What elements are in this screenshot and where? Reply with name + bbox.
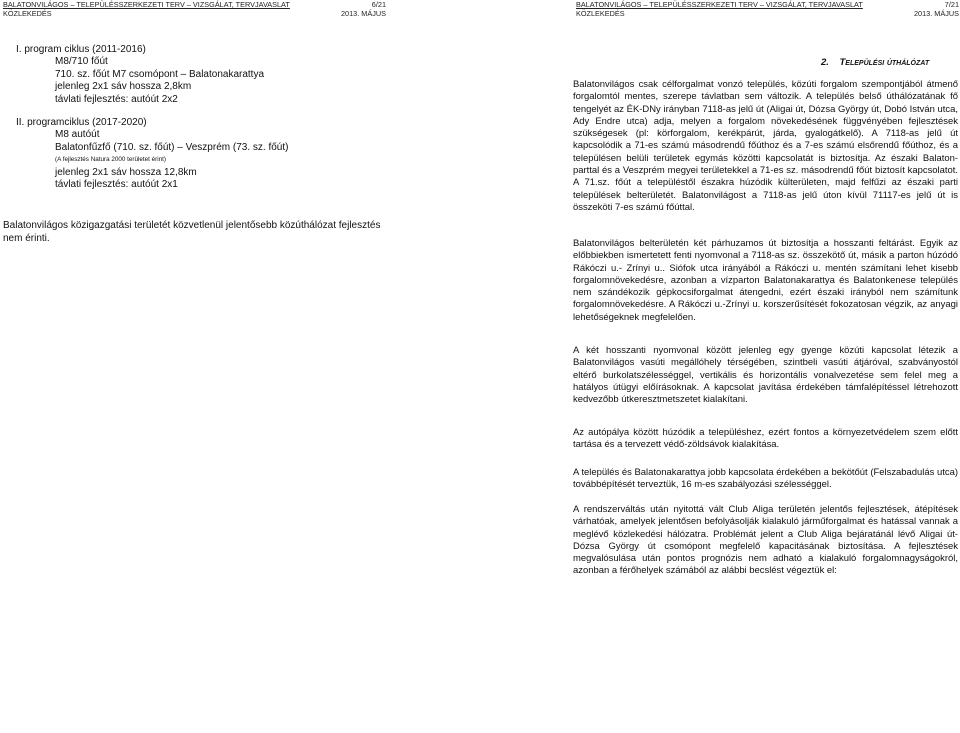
chapter-label: KÖZLEKEDÉS bbox=[3, 9, 52, 18]
outline-heading: I. program ciklus (2011-2016) bbox=[16, 44, 146, 55]
outline-item: jelenleg 2x1 sáv hossza 12,8km bbox=[55, 166, 197, 178]
chapter-label: KÖZLEKEDÉS bbox=[576, 9, 625, 18]
outline-item: távlati fejlesztés: autóút 2x2 bbox=[55, 93, 178, 105]
outline-item: Balatonfűzfő (710. sz. főút) – Veszprém (73. sz. főút) bbox=[55, 141, 289, 153]
document-date: 2013. MÁJUS bbox=[340, 9, 386, 18]
outline-item: M8 autóút bbox=[55, 129, 100, 141]
page-number: 6/21 bbox=[371, 0, 386, 9]
section-title: Települési úthálózat bbox=[839, 57, 930, 68]
outline-item: távlati fejlesztés: autóút 2x1 bbox=[55, 179, 178, 191]
body-paragraph: A település és Balatonakarattya jobb kapcsolata érdekében a bekötőút (Felszabadulás utca) továbbépítését terveztük, 16 m-es szabályozási szélességgel. bbox=[573, 467, 958, 491]
section-heading bbox=[821, 57, 929, 68]
body-paragraph: Balatonvilágos csak célforgalmat vonzó település, közúti forgalom szempontjából átmenő forgalomtól mentes, szerepe távlatban sem változik. A település belső úthálózatának fő tengelyét az ÉK-DNy irányban 7118-as jelű út (Aligai út, Dózsa György út, Dobó István utca, Ady Endre utca) adja, melyen a forgalom növekedésének függvényében fejlesztések szükségesek (pl: körforgalom, kerékpárút, járda, gyalogátkelő). A 7118-as jelű út kapcsolódik a 71-es számú másodrendű főúthoz és a 7-es számú elsőrendű főúthoz, és a településen belüli területek egymás közötti kapcsolatát is biztosítja. Az északi Balaton-parttal és a Veszprém megyei területekkel a 71-es sz. másodrendű főút biztosít kapcsolatot. A 71.sz. főút a településtől északra húzódik külterületen, majd felfűzi az északi parti települések belterületét. Balatonvilágost a 7118-as jelű úton kívül 71117-es jelű út is összeköti 7-es számú főúttal. bbox=[573, 79, 958, 213]
program-outline bbox=[0, 44, 400, 191]
body-paragraph: Balatonvilágos belterületén két párhuzamos út biztosítja a hosszanti feltárást. Egyik az előbbiekben ismertetett fenti nyomvonal a 7118-as sz. összekötő út, másik a parton húzódó Rákóczi u.- Zrínyi u.. Siófok utca irányából a Rákóczi u. mentén számítani lehet kisebb forgalomnövekedésre, azonban a vízparton Balatonakarattya és Balatonkenese település nem szándékozik gépkocsiforgalmat átengedni, ezért északi irányból nem számítunk forgalomnövekedésre. A Rákóczi u.-Zrínyi u. korszerűsítését fokozatosan végzik, az anyagi lehetőségeknek megfelelően. bbox=[573, 238, 958, 323]
document-date: 2013. MÁJUS bbox=[913, 9, 959, 18]
page-header bbox=[576, 0, 959, 18]
section-number: 2. bbox=[821, 57, 829, 68]
body-paragraph: A rendszerváltás után nyitottá vált Club Aliga területén jelentős fejlesztések, átépítések várhatóak, amelyek jelentősen befolyásolják kialakuló járműforgalmat és hatással vannak a meglévő közlekedési hálózatra. Problémát jelent a Club Aliga bejáratánál lévő Aligai út-Dózsa György út csomópont megfelelő kapacitásának biztosítása. A fejlesztések megvalósulása után pontos prognózis nem adható a kialakuló forgalomnagyságokról, azonban a férőhelyek számából az alábbi becslést végeztük el: bbox=[573, 504, 958, 577]
body-paragraph: A két hosszanti nyomvonal között jelenleg egy gyenge közúti kapcsolat létezik a Balatonvilágos vasúti megállóhely térségében, szintbeli vasúti átjáróval, szabványostól eltérő burkolatszélességgel, vertikális és horizontális vonalvezetése sem felel meg a hatályos útügyi előírásoknak. A kapcsolat javítása érdekében támfalépítéssel létrehozott kedvezőbb útkeresztmetszetet kialakítani. bbox=[573, 345, 958, 406]
page-header bbox=[3, 0, 386, 18]
page-number: 7/21 bbox=[944, 0, 959, 9]
outline-item: jelenleg 2x1 sáv hossza 2,8km bbox=[55, 81, 192, 93]
outline-note: (A fejlesztés Natura 2000 területet érint) bbox=[55, 156, 166, 164]
outline-item: M8/710 főút bbox=[55, 56, 108, 68]
body-paragraph: Az autópálya között húzódik a településhez, ezért fontos a környezetvédelem szem előtt tartása és a tervezett védő-zöldsávok kialakítása. bbox=[573, 427, 958, 451]
outline-item: 710. sz. főút M7 csomópont – Balatonakarattya bbox=[55, 68, 265, 80]
summary-text: Balatonvilágos közigazgatási területét közvetlenül jelentősebb közúthálózat fejlesztés nem érinti. bbox=[3, 220, 381, 244]
outline-heading: II. programciklus (2017-2020) bbox=[16, 117, 147, 129]
document-title: BALATONVILÁGOS – TELEPÜLÉSSZERKEZETI TERV – VIZSGÁLAT, TERVJAVASLAT bbox=[576, 0, 863, 9]
document-title: BALATONVILÁGOS – TELEPÜLÉSSZERKEZETI TERV – VIZSGÁLAT, TERVJAVASLAT bbox=[3, 0, 290, 9]
